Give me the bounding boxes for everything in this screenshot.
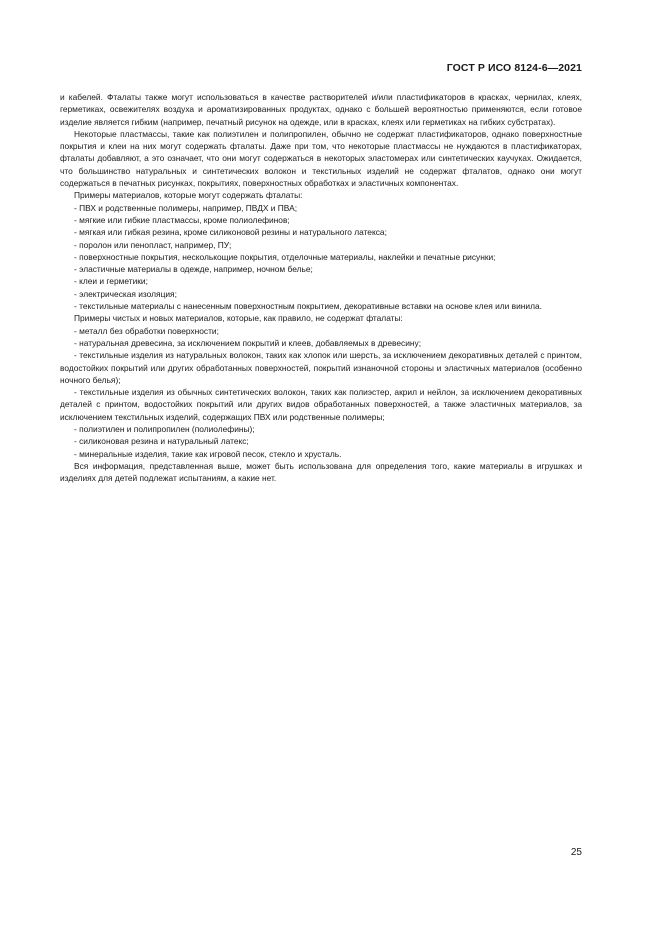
list-item: - полиэтилен и полипропилен (полиолефины); (74, 424, 255, 435)
list-item: - текстильные материалы с нанесенным поверхностным покрытием, декоративные вставки на основе клея или винила. (74, 301, 542, 312)
list-item: - ПВХ и родственные полимеры, например, ПВДХ и ПВА; (74, 202, 298, 213)
list-item: - поролон или пенопласт, например, ПУ; (74, 239, 232, 250)
paragraph: Примеры чистых и новых материалов, которые, как правило, не содержат фталаты: (74, 313, 403, 324)
list-item: - электрическая изоляция; (74, 288, 177, 299)
list-item: - текстильные изделия из обычных синтетических волокон, таких как полиэстер, акрил и нейлон, за исключением декоративных деталей с принтом, водостойких покрытий или других видов обработанных поверхностей, а также эластичных материалов, за исключением текстильных изделий, содержащих ПВХ или родственные полимеры; (60, 387, 582, 422)
list-item: - мягкие или гибкие пластмассы, кроме полиолефинов; (74, 214, 290, 225)
list-item: - текстильные изделия из натуральных волокон, таких как хлопок или шерсть, за исключением декоративных деталей с принтом, водостойких покрытий или других обработанных поверхностей, покрытий изнаночной стороны и эластичных материалов (особенно ночного белья); (60, 350, 582, 385)
document-id-header: ГОСТ Р ИСО 8124-6—2021 (446, 62, 582, 74)
paragraph: и кабелей. Фталаты также могут использоваться в качестве растворителей и/или пластификаторов в красках, чернилах, клеях, герметиках, освежителях воздуха и ароматизированных продуктах, однако с большей вероятностью применяются, если готовое изделие является гибким (например, печатный рисунок на одежде, или в красках, клеях или герметиках на гибких субстратах). (60, 92, 582, 127)
document-body (60, 91, 582, 485)
list-item: - силиконовая резина и натуральный латекс; (74, 436, 249, 447)
list-item: - клеи и герметики; (74, 276, 148, 287)
list-item: - эластичные материалы в одежде, например, ночном белье; (74, 264, 313, 275)
list-item: - поверхностные покрытия, несколькощие покрытия, отделочные материалы, наклейки и печатные рисунки; (74, 251, 496, 262)
list-item: - минеральные изделия, такие как игровой песок, стекло и хрусталь. (74, 448, 342, 459)
page-number: 25 (570, 847, 582, 858)
paragraph: Вся информация, представленная выше, может быть использована для определения того, какие материалы в игрушках и изделиях для детей подлежат испытаниям, а какие нет. (60, 460, 582, 484)
list-item: - натуральная древесина, за исключением покрытий и клеев, добавляемых в древесину; (74, 337, 422, 348)
list-item: - мягкая или гибкая резина, кроме силиконовой резины и натурального латекса; (74, 227, 387, 238)
paragraph: Некоторые пластмассы, такие как полиэтилен и полипропилен, обычно не содержат пластификаторов, однако поверхностные покрытия и клеи на них могут содержать фталаты. Даже при том, что некоторые пластмассы не нуждаются в пластификаторах, фталаты добавляют, а это означает, что они могут содержаться в некоторых эластомерах или синтетических каучуках. Ожидается, что большинство натуральных и синтетических волокон и текстильных изделий не содержат фталатов, однако они могут содержаться в печатных рисунках, покрытиях, поверхностных обработках и эластичных компонентах. (60, 128, 582, 189)
list-item: - металл без обработки поверхности; (74, 325, 219, 336)
paragraph: Примеры материалов, которые могут содержать фталаты: (74, 190, 303, 201)
